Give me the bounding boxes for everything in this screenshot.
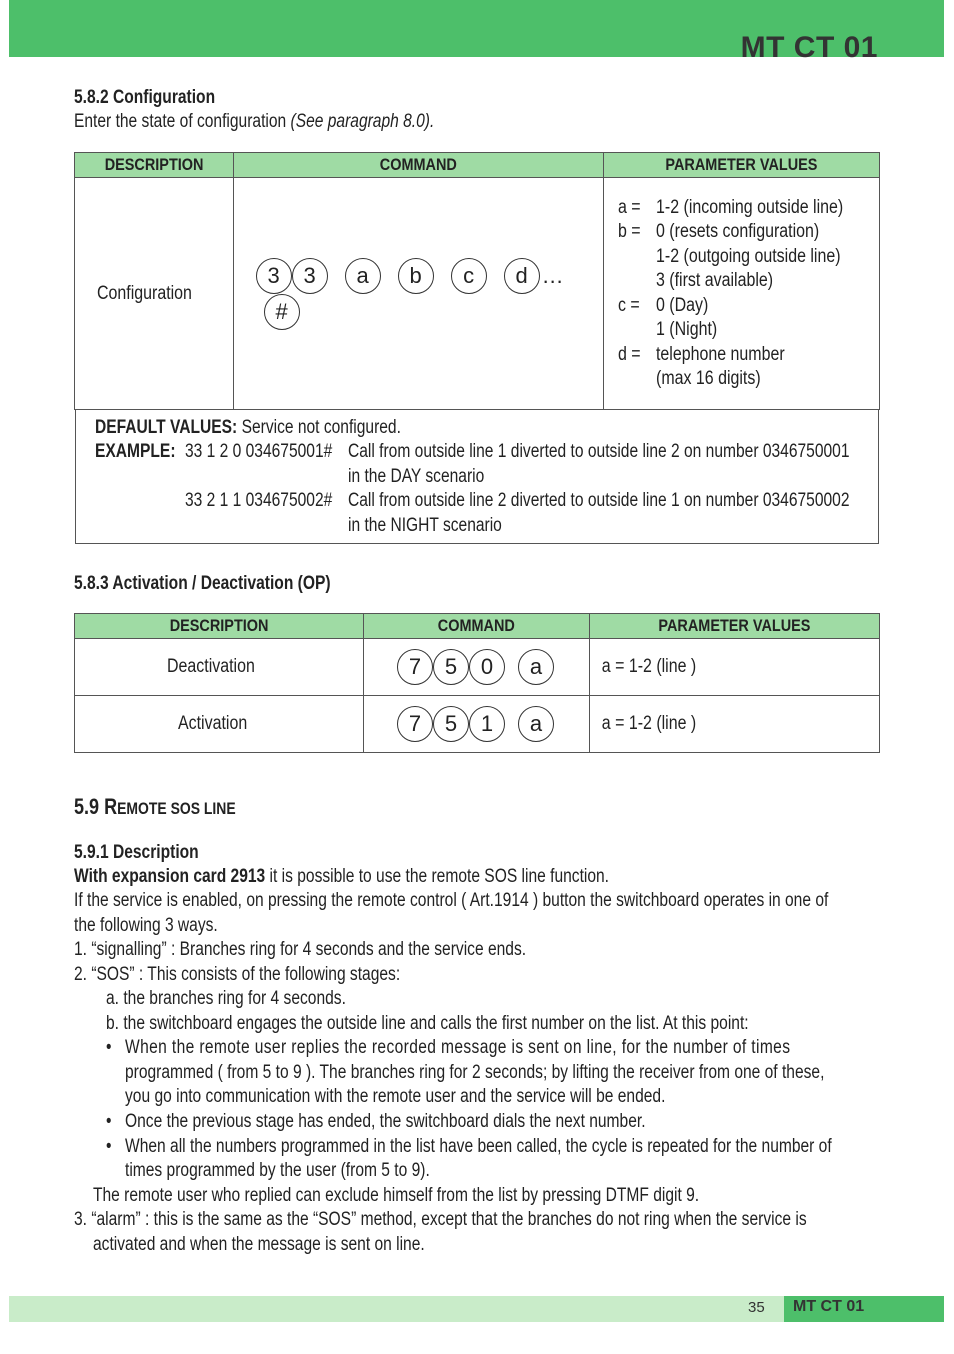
bullet-1-dot: • [106,1037,112,1058]
bullet-2-dot: • [106,1111,112,1132]
list-item-3: 3. “alarm” : this is the same as the “SOS” method, except that the branches do not ring when the service is [74,1209,807,1230]
bullet-1-line-1: When the remote user replies the recorded message is sent on line, for the number of times [125,1037,791,1058]
key-c: c [451,258,487,294]
key-7: 7 [397,649,433,685]
example-1-code: 33 1 2 0 034675001# [185,441,333,462]
deactivation-description: Deactivation [75,639,364,696]
param-row [618,269,879,294]
activation-param: a = 1-2 (line ) [590,696,880,753]
param-row [618,294,879,319]
param-value: 3 (first available) [656,270,774,291]
param-row [618,245,879,270]
list-item-1: 1. “signalling” : Branches ring for 4 seconds and the service ends. [74,939,527,960]
paragraph-2: If the service is enabled, on pressing the remote control ( Art.1914 ) button the switchboard operates in one of [74,890,829,911]
configuration-table [74,152,880,410]
footer-title: MT CT 01 [793,1298,865,1315]
section-5-8-3-heading: 5.8.3 Activation / Deactivation (OP) [74,573,331,594]
param-row [618,367,879,392]
key-7: 7 [397,706,433,742]
intro-text: Enter the state of configuration [74,111,291,132]
param-key: d = [618,343,641,365]
deactivation-param: a = 1-2 (line ) [590,639,880,696]
bullet-3-dot: • [106,1136,112,1157]
col-description: DESCRIPTION [75,153,234,178]
example-2-text: Call from outside line 2 diverted to outside line 1 on number 0346750002 [348,490,850,511]
param-value: (max 16 digits) [656,368,761,389]
example-label: EXAMPLE: [95,441,176,462]
key-b: b [398,258,434,294]
param-value: telephone number [656,343,785,365]
example-1-text-2: in the DAY scenario [348,466,485,487]
key-5: 5 [433,649,469,685]
section-5-9-heading: 5.9 REMOTE SOS LINE [74,794,236,819]
bullet-3-line-1: When all the numbers programmed in the list have been called, the cycle is repeated for the number of [125,1136,832,1157]
paragraph-3: The remote user who replied can exclude himself from the list by pressing DTMF digit 9. [93,1185,700,1206]
param-list [604,196,879,392]
intro-reference: (See paragraph 8.0). [290,111,435,132]
activation-table [74,613,880,753]
bullet-3-line-2: times programmed by the user (from 5 to 9). [125,1160,430,1181]
key-hash: # [264,294,300,330]
config-command-cell [233,178,604,410]
param-key [618,367,656,392]
key-ellipsis: … [541,262,564,288]
activation-command [364,696,590,753]
bullet-1-line-3: you go into communication with the remote user and the service will be ended. [125,1086,666,1107]
param-key [618,245,656,270]
paragraph-1: With expansion card 2913 it is possible to use the remote SOS line function. [74,866,610,887]
param-key: a = [618,196,641,218]
example-2-text-2: in the NIGHT scenario [348,515,502,536]
col-command: COMMAND [364,614,590,639]
list-item-2: 2. “SOS” : This consists of the following stages: [74,964,401,985]
param-key: b = [618,221,641,242]
paragraph-2-cont: the following 3 ways. [74,915,218,936]
example-2-code: 33 2 1 1 034675002# [185,490,333,511]
deactivation-command [364,639,590,696]
key-d: d [504,258,540,294]
col-parameter-values: PARAMETER VALUES [590,614,880,639]
param-value: 0 (Day) [656,294,709,316]
list-item-2a: a. the branches ring for 4 seconds. [106,988,346,1009]
config-description-cell: Configuration [75,178,234,410]
command-keys [234,258,604,330]
key-3: 3 [292,258,328,294]
key-5: 5 [433,706,469,742]
col-description: DESCRIPTION [75,614,364,639]
param-value: 1-2 (outgoing outside line) [656,245,841,267]
param-value: 1 (Night) [656,319,718,340]
col-command: COMMAND [233,153,604,178]
param-row [618,196,879,221]
page-number: 35 [748,1299,765,1316]
activation-description: Activation [75,696,364,753]
param-key [618,318,656,343]
param-value: 1-2 (incoming outside line) [656,196,844,218]
key-0: 0 [469,649,505,685]
section-5-9-1-heading: 5.9.1 Description [74,842,199,863]
section-5-8-2-intro [74,110,434,134]
list-item-3-cont: activated and when the message is sent on line. [93,1234,425,1255]
bullet-1-line-2: programmed ( from 5 to 9 ). The branches ring for 2 seconds; by lifting the receiver from one of these, [125,1062,825,1083]
col-parameter-values: PARAMETER VALUES [604,153,880,178]
example-1-text: Call from outside line 1 diverted to outside line 2 on number 0346750001 [348,441,850,462]
key-a: a [345,258,381,294]
param-row [618,220,879,245]
key-a: a [518,649,554,685]
param-key [618,269,656,294]
config-params-cell [604,178,880,410]
key-1: 1 [469,706,505,742]
bullet-2: Once the previous stage has ended, the switchboard dials the next number. [125,1111,646,1132]
list-item-2b: b. the switchboard engages the outside line and calls the first number on the list. At this point: [106,1013,749,1034]
key-3: 3 [256,258,292,294]
default-values: DEFAULT VALUES: Service not configured. [95,417,401,438]
param-row [618,343,879,368]
param-key: c = [618,294,640,316]
section-5-8-2-heading: 5.8.2 Configuration [74,87,216,108]
key-a: a [518,706,554,742]
header-title: MT CT 01 [740,31,878,64]
param-row [618,318,879,343]
param-value: 0 (resets configuration) [656,221,820,242]
